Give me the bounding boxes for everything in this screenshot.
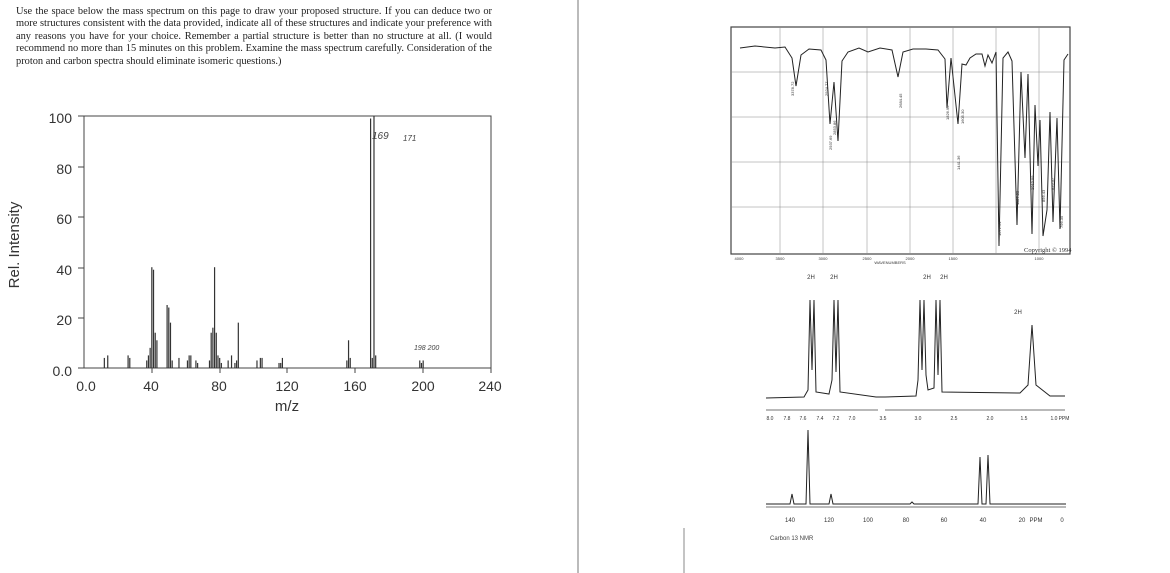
handwritten-198: 198 200	[414, 345, 440, 352]
h-tick-1.0: 1.0	[1050, 416, 1058, 422]
ir-label-11: 856.43	[1041, 189, 1046, 202]
c-tick-40: 40	[979, 518, 987, 524]
ir-x-tick-4000: 4000	[734, 256, 744, 261]
integral-2: 2H	[830, 275, 838, 281]
mass-spectrum	[0, 108, 515, 418]
integral-3: 2H	[923, 275, 931, 281]
handwritten-169: 169	[372, 131, 389, 142]
h-tick-7.2: 7.2	[832, 416, 840, 422]
x-tick-40: 40	[143, 378, 159, 394]
x-tick-80: 80	[211, 378, 227, 394]
c-tick-20: 20	[1018, 518, 1026, 524]
ir-copyright: Copyright © 1994	[1024, 247, 1072, 254]
x-axis-ticks	[152, 368, 491, 373]
x-tick-0: 0.0	[76, 378, 96, 394]
h-tick-7.8: 7.8	[783, 416, 791, 422]
integral-5: 2H	[1014, 310, 1022, 316]
ir-label-7: 1441.36	[956, 155, 961, 170]
ir-x-tick-1500: 1500	[948, 256, 958, 261]
h-tick-3.0: 3.0	[914, 416, 922, 422]
h-tick-7.4: 7.4	[816, 416, 824, 422]
h-tick-2.5: 2.5	[950, 416, 958, 422]
x-tick-120: 120	[275, 378, 299, 394]
h-tick-7.6: 7.6	[799, 416, 807, 422]
handwritten-171: 171	[403, 134, 417, 143]
instructions-text: Use the space below the mass spectrum on this page to draw your proposed structure. If you can deduce two or more structures consistent with the data provided, indicate all of these structures and indicate your preference with any reasons you have for your choice. Remember a partial structure is better than no structure at all. (I would recommend no more than 15 minutes on this problem. Examine the mass spectrum carefully. Consideration of the proton and carbon spectra should eliminate isomeric questions.)	[16, 6, 492, 67]
y-axis-ticks	[78, 116, 84, 368]
ir-label-13: 796.35	[1059, 215, 1064, 228]
integral-1: 2H	[807, 275, 815, 281]
ir-label-0: 3378.72	[790, 81, 795, 96]
c-tick-140: 140	[784, 518, 796, 524]
ir-label-8: 1072.54	[997, 221, 1002, 236]
h-nmr-integrals	[807, 275, 1022, 316]
ir-label-2: 2853.86	[832, 120, 837, 135]
h-tick-2.0: 2.0	[986, 416, 994, 422]
page-divider	[577, 0, 579, 573]
h-tick-7.0: 7.0	[848, 416, 856, 422]
h-tick-3.5: 3.5	[879, 416, 887, 422]
ms-peaks	[104, 116, 423, 368]
ir-label-12: 826.37	[1050, 177, 1055, 190]
c-nmr-spectrum	[580, 425, 1170, 573]
ir-label-10: 1012.99	[1030, 175, 1035, 190]
ir-label-3: 2937.69	[828, 135, 833, 150]
y-tick-20: 20	[56, 312, 72, 328]
ir-x-label: WAVENUMBERS	[874, 260, 906, 265]
x-axis-label: m/z	[274, 398, 300, 415]
y-tick-labels	[49, 110, 73, 379]
h-tick-8.0: 8.0	[766, 416, 774, 422]
y-tick-0: 0.0	[52, 363, 72, 379]
h-nmr-spectrum	[580, 265, 1170, 425]
h-tick-ppm: PPM	[1058, 416, 1070, 422]
c-nmr-axis-ticks	[785, 518, 1064, 524]
c-tick-60: 60	[940, 518, 948, 524]
y-tick-80: 80	[56, 161, 72, 177]
c-tick-100: 100	[862, 518, 874, 524]
ir-trace	[740, 46, 1068, 246]
c-nmr-caption: Carbon 13 NMR	[770, 536, 814, 542]
ir-label-9: 1187.23	[1015, 190, 1020, 205]
ir-x-tick-2500: 2500	[862, 256, 872, 261]
x-tick-240: 240	[478, 378, 502, 394]
right-page	[580, 0, 1170, 573]
ir-label-6: 1605.30	[960, 109, 965, 124]
c-tick-0: 0	[1060, 518, 1064, 524]
x-tick-200: 200	[411, 378, 435, 394]
x-tick-160: 160	[343, 378, 367, 394]
y-tick-40: 40	[56, 262, 72, 278]
left-page	[0, 0, 578, 573]
y-tick-100: 100	[48, 110, 72, 126]
h-nmr-axis-ticks	[767, 416, 1070, 422]
c-tick-80: 80	[902, 518, 910, 524]
c-tick-ppm: PPM	[1029, 518, 1043, 524]
c-nmr-trace	[766, 430, 1066, 504]
ir-spectrum	[580, 0, 1170, 265]
ir-x-tick-3500: 3500	[775, 256, 785, 261]
c-tick-120: 120	[823, 518, 835, 524]
x-tick-labels	[76, 378, 502, 394]
ir-label-1: 2924.77	[824, 81, 829, 96]
ir-label-5: 1826.95	[945, 105, 950, 120]
integral-4: 2H	[940, 275, 948, 281]
h-tick-1.5: 1.5	[1020, 416, 1028, 422]
ir-x-tick-1000: 1000	[1034, 256, 1044, 261]
ir-x-tick-3000: 3000	[818, 256, 828, 261]
plot-frame	[84, 116, 491, 368]
y-axis-label: Rel. Intensity	[6, 201, 23, 289]
ir-label-4: 2684.45	[898, 93, 903, 108]
y-tick-60: 60	[56, 211, 72, 227]
ir-x-tick-2000: 2000	[905, 256, 915, 261]
ir-x-ticks	[735, 256, 1045, 265]
